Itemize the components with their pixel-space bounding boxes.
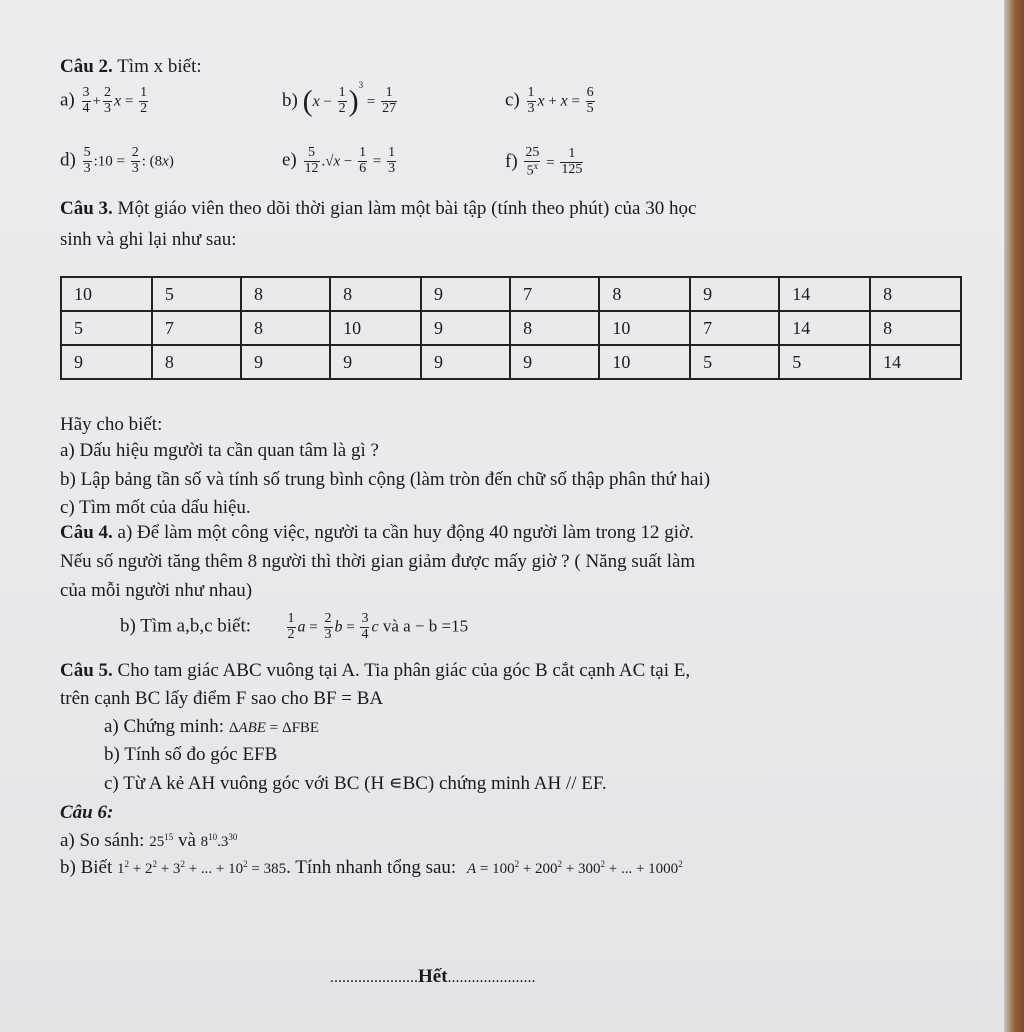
table-cell: 10 [61,277,152,311]
table-cell: 14 [779,311,870,345]
q3-ask: Hãy cho biết: [60,414,163,435]
table-cell: 8 [330,277,421,311]
table-cell: 8 [870,311,961,345]
frac: $\frac{2}{3}$ [103,85,111,116]
footer [330,966,536,989]
frac: $\frac{25}{5^x}$ [525,145,540,179]
end-mark: Hết [418,966,448,987]
frac: $\frac{1}{125}$ [561,146,583,178]
table-cell: 9 [510,345,599,379]
table-cell: 10 [599,345,690,379]
q6-heading [60,802,113,825]
table-cell: 9 [330,345,421,379]
q6-b: b) Biết $1^2 + 2^2 + 3^2$ + ... + $10^2 = 385$. Tính nhanh tổng sau: $A = 100^2 + 200^2 + 300^2$ + ... + $1000^2$ [60,857,683,878]
q3-c: c) Tìm mốt của dấu hiệu. [60,497,251,518]
q2-c-label: c) [505,89,520,111]
q2-heading [60,56,202,79]
frac: $\frac{1}{2}$ [338,85,346,117]
frac: $\frac{1}{2}$ [140,85,148,116]
q6-a-label: a) So sánh: [60,830,145,851]
q2-b: b) (x − $\frac{1}{2}$ )$^3$ = $\frac{1}{27}$ [282,80,397,118]
table-cell: 9 [61,345,152,379]
table-cell: 5 [152,277,241,311]
q5-line2: trên cạnh BC lấy điểm F sao cho BF = BA [60,688,384,709]
data-table [60,276,962,380]
table-cell: 5 [61,311,152,345]
q2-a: a) $\frac{3}{4}$ + $\frac{2}{3}$ x = $\frac{1}{2}$ [60,85,148,116]
q2-d-label: d) [60,149,76,171]
q4-label: Câu 4. [60,522,113,543]
frac: $\frac{1}{6}$ [359,145,367,176]
frac: $\frac{6}{5}$ [586,85,594,116]
q2-c: c) $\frac{1}{3}$ x + x = $\frac{6}{5}$ [505,85,594,116]
q4-a-text: a) Để làm một công việc, người ta cần huy động 40 người làm trong 12 giờ. [112,522,694,543]
q4-b-label: b) Tìm a,b,c biết: [120,615,252,637]
q3-label: Câu 3. [60,198,113,219]
table-cell: 8 [152,345,241,379]
q5-a-label: a) Chứng minh: [104,716,225,737]
table-cell: 8 [510,311,599,345]
q3-text-1-body: Một giáo viên theo dõi thời gian làm một bài tập (tính theo phút) của 30 học [112,198,697,219]
q4-a-line2: Nếu số người tăng thêm 8 người thì thời gian giảm được mấy giờ ? ( Năng suất làm [60,551,696,572]
table-cell: 7 [152,311,241,345]
frac: $\frac{5}{12}$ [304,145,319,176]
q6-b-text: . Tính nhanh tổng sau: [286,857,457,878]
q2-b-label: b) [282,90,298,111]
table-cell: 9 [421,345,510,379]
frac: $\frac{2}{3}$ [131,145,139,176]
q5-a: a) Chứng minh: ΔABE = ΔFBE [104,716,320,737]
q2-e: e) $\frac{5}{12}$ .√x − $\frac{1}{6}$ = $\frac{1}{3}$ [282,145,396,176]
frac: $\frac{3}{4}$ [361,611,369,642]
footer-dots-left: ...................... [330,969,418,986]
table-cell: 14 [870,345,961,379]
table-cell: 10 [599,311,690,345]
frac: $\frac{5}{3}$ [83,145,91,176]
table-cell: 10 [330,311,421,345]
table-row [61,277,961,311]
q6-label: Câu 6: [60,802,114,823]
q5-text-1: Cho tam giác ABC vuông tại A. Tia phân giác của góc B cắt cạnh AC tại E, [112,660,691,681]
table-cell: 5 [779,345,870,379]
table-cell: 9 [241,345,330,379]
frac: $\frac{3}{4}$ [82,85,90,116]
frac: $\frac{1}{3}$ [388,145,396,176]
q3-b: b) Lập bảng tần số và tính số trung bình cộng (làm tròn đến chữ số thập phân thứ hai) [60,469,711,490]
q6-b-label: b) Biết [60,857,113,878]
frac: $\frac{1}{27}$ [382,85,397,117]
q6-a-and: và [173,830,201,851]
q2-title: Tìm x biết: [112,56,202,77]
frac: $\frac{2}{3}$ [324,611,332,642]
q2-e-label: e) [282,149,297,171]
table-cell: 9 [690,277,779,311]
q2-f: f) $\frac{25}{5^x}$ = $\frac{1}{125}$ [505,145,583,179]
table-cell: 8 [241,277,330,311]
q5-c: c) Từ A kẻ AH vuông góc với BC (H ∊BC) chứng minh AH // EF. [104,773,607,794]
table-cell: 14 [779,277,870,311]
q4-b-condition: và a − b =15 [378,616,469,636]
table-cell: 9 [421,277,510,311]
table-cell: 5 [690,345,779,379]
q6-a: a) So sánh: $25^{15}$ và $8^{10}.3^{30}$ [60,830,238,851]
q4-a-line1 [60,522,694,545]
frac: $\frac{1}{3}$ [527,85,535,116]
q5-label: Câu 5. [60,660,113,681]
table-cell: 9 [421,311,510,345]
q2-a-label: a) [60,89,75,111]
q4-b: b) Tìm a,b,c biết: $\frac{1}{2}$ a = $\frac{2}{3}$ b = $\frac{3}{4}$ c và a − b =15 [120,611,469,642]
table-cell: 8 [241,311,330,345]
q5-b: b) Tính số đo góc EFB [104,744,278,765]
table-cell: 8 [599,277,690,311]
q4-a-line3: của mỗi người như nhau) [60,580,253,601]
paper-edge [1004,0,1024,1032]
table-cell: 7 [690,311,779,345]
table-cell: 8 [870,277,961,311]
q5-line1 [60,660,690,683]
footer-dots-right: ...................... [447,969,536,986]
q3-text-1 [60,198,696,221]
q2-d: d) $\frac{5}{3}$ :10 = $\frac{2}{3}$ : (8x) [60,145,174,176]
q2-label: Câu 2. [60,56,113,77]
table-cell: 7 [510,277,599,311]
table-row [61,345,961,379]
q2-f-label: f) [505,150,518,172]
frac: $\frac{1}{2}$ [287,611,295,642]
q3-text-2: sinh và ghi lại như sau: [60,229,237,250]
q3-a: a) Dấu hiệu mgười ta cần quan tâm là gì ? [60,440,379,461]
table-row [61,311,961,345]
